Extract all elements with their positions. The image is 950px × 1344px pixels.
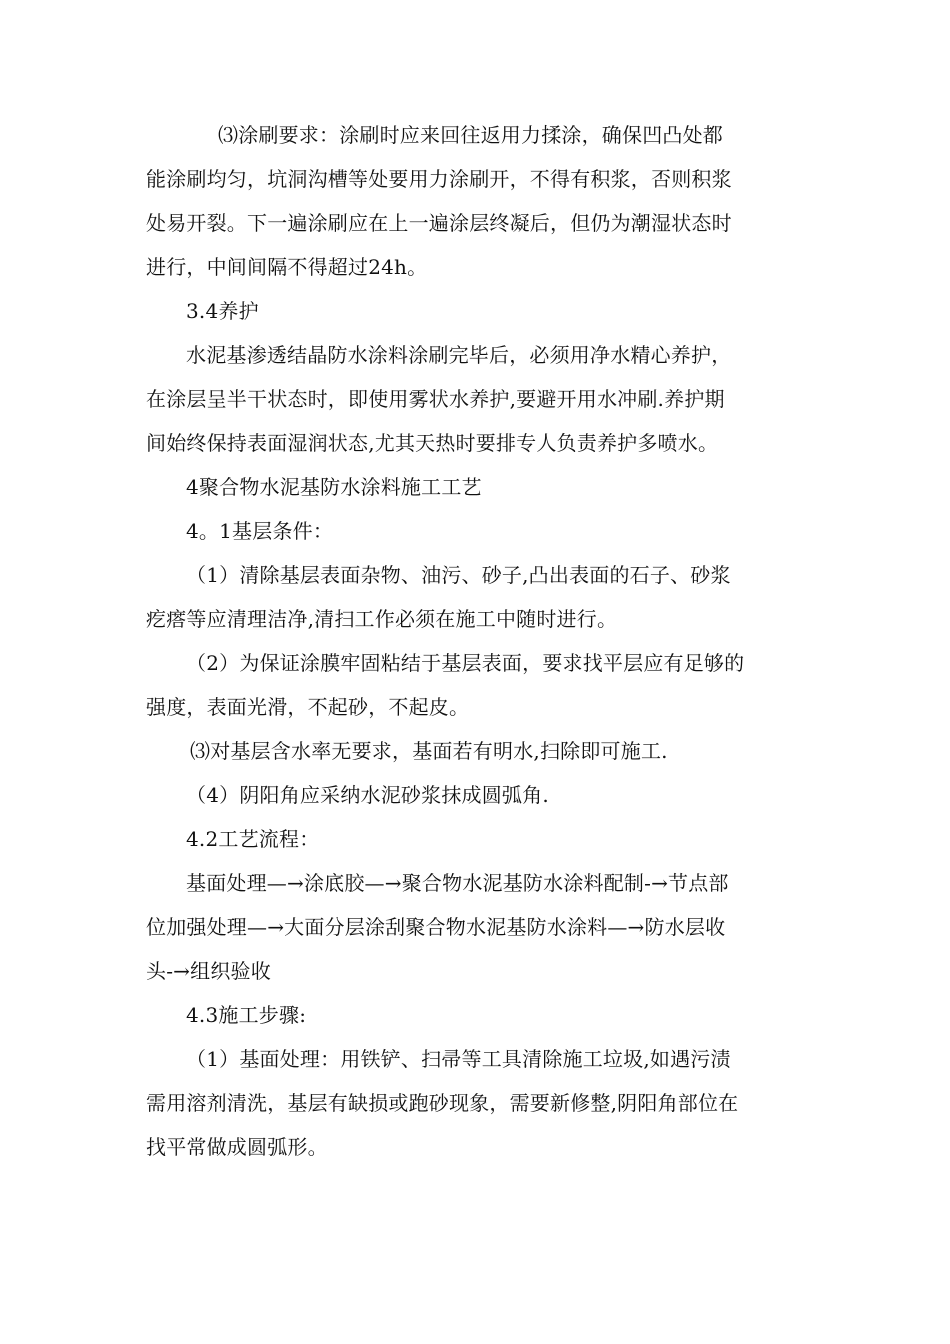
section-heading: 4.3施工步骤: <box>186 1003 307 1027</box>
text-line: 位加强处理—→大面分层涂刮聚合物水泥基防水涂料—→防水层收 <box>146 915 726 939</box>
section-heading: 4.2工艺流程： <box>186 827 320 851</box>
text-line: （4）阴阳角应采纳水泥砂浆抹成圆弧角. <box>186 783 549 807</box>
text-line: 水泥基渗透结晶防水涂料涂刷完毕后，必须用净水精心养护， <box>186 343 732 367</box>
text-line: 能涂刷均匀，坑洞沟槽等处要用力涂刷开，不得有积浆，否则积浆 <box>146 167 732 191</box>
text-line: 在涂层呈半干状态时，即使用雾状水养护,要避开用水冲刷.养护期 <box>146 387 725 411</box>
text-line: 找平常做成圆弧形。 <box>146 1135 328 1159</box>
text-line: 基面处理—→涂底胶—→聚合物水泥基防水涂料配制-→节点部 <box>186 871 729 895</box>
text-line: （1）基面处理：用铁铲、扫帚等工具清除施工垃圾,如遇污渍 <box>186 1047 731 1071</box>
text-line: 疙瘩等应清理洁净,清扫工作必须在施工中随时进行。 <box>146 607 618 631</box>
text-line: ⑶涂刷要求：涂刷时应来回往返用力揉涂，确保凹凸处都 <box>218 123 723 147</box>
text-line: 头-→组织验收 <box>146 959 271 983</box>
text-line: （2）为保证涂膜牢固粘结于基层表面，要求找平层应有足够的 <box>186 651 745 675</box>
section-heading: 3.4养护 <box>186 299 259 323</box>
text-line: ⑶对基层含水率无要求，基面若有明水,扫除即可施工. <box>190 739 668 763</box>
text-line: 进行，中间间隔不得超过24h。 <box>146 255 428 279</box>
section-heading: 4。1基层条件： <box>186 519 334 543</box>
section-heading: 4聚合物水泥基防水涂料施工工艺 <box>186 475 482 499</box>
text-line: 强度，表面光滑，不起砂，不起皮。 <box>146 695 470 719</box>
text-line: 处易开裂。下一遍涂刷应在上一遍涂层终凝后，但仍为潮湿状态时 <box>146 211 732 235</box>
text-line: 需用溶剂清洗，基层有缺损或跑砂现象，需要新修整,阴阳角部位在 <box>146 1091 739 1115</box>
text-line: 间始终保持表面湿润状态,尤其天热时要排专人负责养护多喷水。 <box>146 431 719 455</box>
text-line: （1）清除基层表面杂物、油污、砂子,凸出表面的石子、砂浆 <box>186 563 731 587</box>
